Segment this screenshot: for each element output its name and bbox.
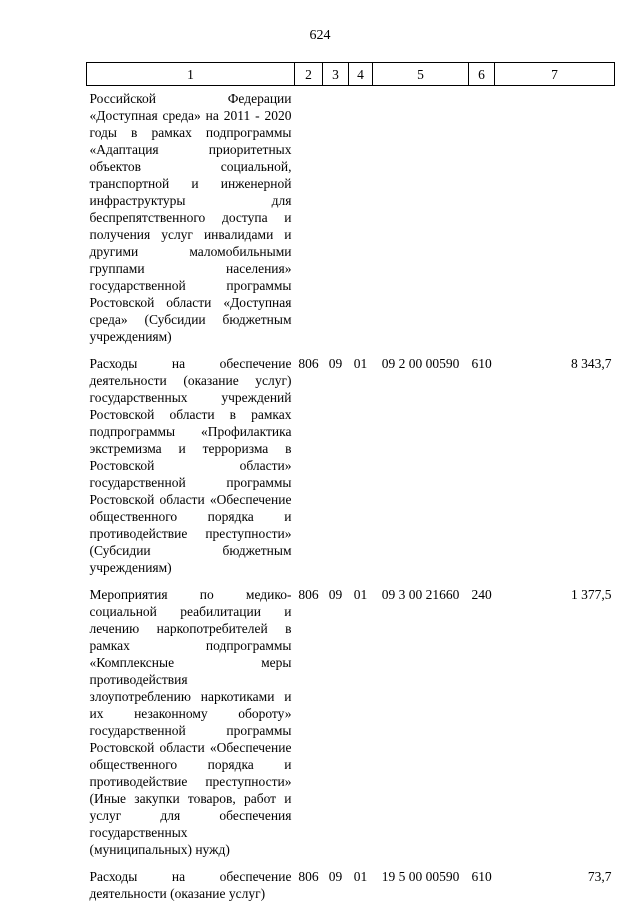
section-code: 09 — [328, 869, 343, 884]
subsection-code: 01 — [353, 356, 368, 371]
row-name: Российской Федерации «Доступная среда» на 2011 - 2020 годы в рамках подпрограммы «Адаптация приоритетных объектов социальной, транспортной и инженерной инфраструктуры для беспрепятственного доступа и получения услуг инвалидами и другими маломобильными группами населения» государственной программы Ростовской области «Доступная среда» (Субсидии бюджетным учреждениям) — [89, 91, 292, 344]
column-header: 1 — [87, 63, 295, 86]
amount: 73,7 — [587, 869, 612, 884]
expense-type-code: 610 — [471, 869, 492, 884]
target-article-code: 19 5 00 00590 — [381, 869, 460, 884]
section-code: 09 — [328, 587, 343, 602]
table-row — [87, 864, 615, 908]
column-header: 3 — [323, 63, 349, 86]
table-row — [87, 582, 615, 864]
column-header: 2 — [295, 63, 323, 86]
subsection-code — [349, 86, 373, 352]
table-row — [87, 351, 615, 582]
section-code: 09 — [328, 356, 343, 371]
column-header: 6 — [469, 63, 495, 86]
subsection-code: 01 — [353, 587, 368, 602]
ministry-code: 806 — [298, 869, 319, 884]
ministry-code — [295, 86, 323, 352]
expense-type-code: 610 — [471, 356, 492, 371]
table-row — [87, 86, 615, 352]
table-header-row — [87, 63, 615, 86]
column-header: 5 — [373, 63, 469, 86]
section-code — [323, 86, 349, 352]
expense-type-code — [469, 86, 495, 352]
target-article-code: 09 2 00 00590 — [381, 356, 460, 371]
budget-table — [86, 62, 615, 908]
target-article-code — [373, 86, 469, 352]
column-header: 7 — [495, 63, 615, 86]
row-name: Расходы на обеспечение деятельности (оказание услуг) государственных учреждений Ростовской области в рамках подпрограммы «Профилактика экстремизма и терроризма в Ростовской области» государственной программы Ростовской области «Обеспечение общественного порядка и противодействие преступности» (Субсидии бюджетным учреждениям) — [89, 356, 292, 575]
amount — [495, 86, 615, 352]
ministry-code: 806 — [298, 587, 319, 602]
subsection-code: 01 — [353, 869, 368, 884]
page-number: 624 — [309, 28, 331, 43]
row-name: Расходы на обеспечение деятельности (оказание услуг) — [89, 869, 292, 901]
amount: 1 377,5 — [571, 587, 612, 602]
amount: 8 343,7 — [571, 356, 612, 371]
target-article-code: 09 3 00 21660 — [381, 587, 460, 602]
ministry-code: 806 — [298, 356, 319, 371]
column-header: 4 — [349, 63, 373, 86]
row-name: Мероприятия по медико-социальной реабилитации и лечению наркопотребителей в рамках подпрограммы «Комплексные меры противодействия злоупотреблению наркотиками и их незаконному обороту» государственной программы Ростовской области «Обеспечение общественного порядка и противодействие преступности» (Иные закупки товаров, работ и услуг для обеспечения государственных (муниципальных) нужд) — [89, 587, 292, 857]
expense-type-code: 240 — [471, 587, 492, 602]
